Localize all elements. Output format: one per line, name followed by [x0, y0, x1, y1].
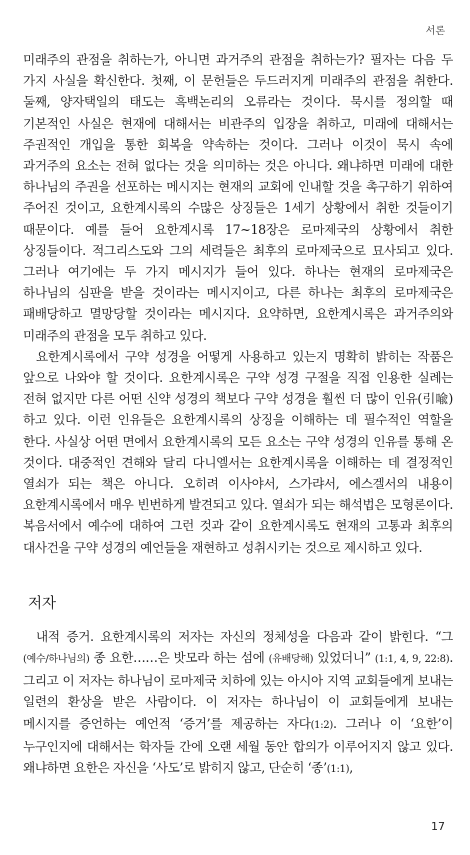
scripture-reference: (1:1) — [326, 764, 350, 776]
section-heading-author: 저자 — [28, 595, 57, 612]
page-number: 17 — [431, 820, 445, 833]
text-run: 종 요한……은 밧모라 하는 섬에 — [89, 650, 269, 666]
running-head: 서론 — [425, 26, 445, 37]
text-run: , — [349, 760, 353, 776]
body-paragraph-2: 요한계시록에서 구약 성경을 어떻게 사용하고 있는지 명확히 밝히는 작품은 앞으로 나와야 할 것이다. 요한계시록은 구약 성경 구절을 직접 인용한 실례는 전혀 없지만 다른 어떤 신약 성경의 책보다 구약 성경을 훨씬 더 많이 인유(引喩)하고 있다. 이런 인유들은 요한계시록의 상징을 이해하는 데 필수적인 역할을 한다. 사실상 어떤 면에서 요한계시록의 모든 요소는 구약 성경의 인유를 통해 온 것이다. 대중적인 견해와 달리 다니엘서는 요한계시록을 이해하는 데 결정적인 열쇠가 되는 책은 아니다. 오히려 이사야서, 스가랴서, 에스겔서의 내용이 요한계시록에서 매우 빈번하게 발견되고 있다. 열쇠가 되는 해석법은 모형론이다. 복음서에서 예수에 대하여 그런 것과 같이 요한계시록도 현재의 고통과 최후의 대사건을 구약 성경의 예언들을 재현하고 성취시키는 것으로 제시하고 있다. — [23, 348, 453, 555]
body-paragraph-3 — [23, 626, 453, 780]
inline-note: (유배당해) — [268, 654, 314, 666]
text-run: 있었더니” — [313, 650, 375, 666]
scripture-reference: (1:2) — [310, 719, 333, 731]
inline-note: (예수/하나님의) — [23, 654, 90, 666]
body-paragraph-1: 미래주의 관점을 취하는가, 아니면 과거주의 관점을 취하는가? 필자는 다음 두 가지 사실을 확신한다. 첫째, 이 문헌들은 두드러지게 미래주의 관점을 취한다. 둘째, 양자택일의 태도는 흑백논리의 오류라는 것이다. 묵시를 정의할 때 기본적인 사실은 현재에 대해서는 비관주의 입장을 취하고, 미래에 대해서는 주권적인 개입을 통한 회복을 약속하는 것이다. 그러나 이것이 묵시 속에 과거주의 요소는 전혀 없다는 것을 의미하는 것은 아니다. 왜냐하면 미래에 대한 하나님의 주권을 선포하는 메시지는 현재의 교회에 인내할 것을 촉구하기 위하여 주어진 것이고, 요한계시록의 수많은 상징들은 1세기 상황에서 취한 것들이기 때문이다. 예를 들어 요한계시록 17~18장은 로마제국의 상황에서 취한 상징들이다. 적그리스도와 그의 세력들은 최후의 로마제국으로 묘사되고 있다. 그러나 여기에는 두 가지 메시지가 들어 있다. 하나는 현재의 로마제국은 하나님의 심판을 받을 것이라는 메시지이고, 다른 하나는 최후의 로마제국은 패배당하고 멸망당할 것이라는 메시지다. 요약하면, 요한계시록은 과거주의와 미래주의 관점을 모두 취하고 있다. — [23, 52, 453, 343]
text-run: . 그러나 이 ‘요한’이 누구인지에 대해서는 학자들 간에 오랜 세월 동안 합의가 이루어지지 않고 있다. 왜냐하면 요한은 자신을 ‘사도’로 밝히지 않고, 단순히 ‘종’ — [23, 715, 453, 776]
page-body — [23, 49, 453, 780]
scripture-reference: (1:1, 4, 9, 22:8) — [374, 654, 450, 666]
text-run: 내적 증거. 요한계시록의 저자는 자신의 정체성을 다음과 같이 밝힌다. “그 — [36, 628, 453, 644]
text-run: . 그리고 이 저자는 하나님이 로마제국 치하에 있는 아시아 지역 교회들에게 보내는 일련의 환상을 받은 사람이다. 이 저자는 하나님이 이 교회들에게 보내는 메시지를 증언하는 예언적 ‘증거’를 제공하는 자다 — [23, 650, 453, 731]
